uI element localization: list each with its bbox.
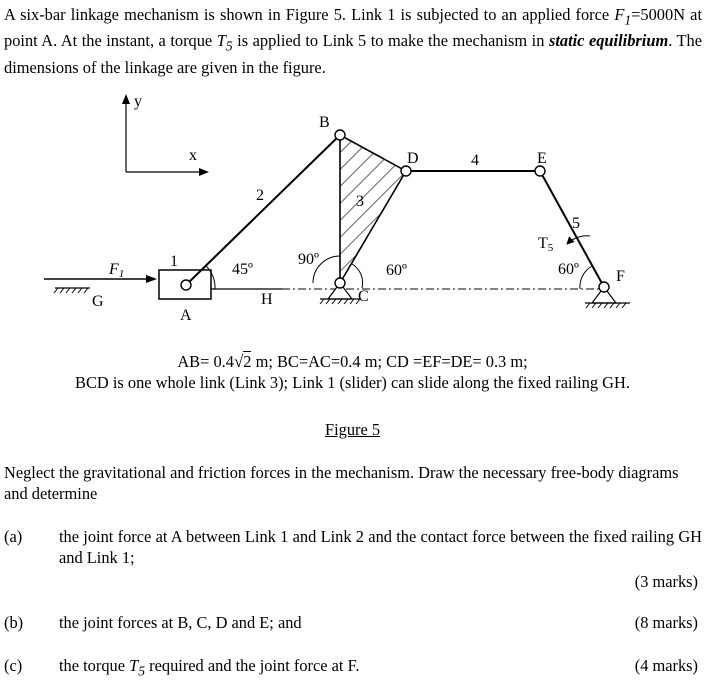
force-label: F1: [109, 261, 125, 280]
question-label: (a): [4, 527, 23, 546]
point-c-label: C: [358, 288, 369, 305]
link-3-label: 3: [356, 193, 364, 210]
question-marks: (3 marks): [634, 572, 698, 591]
axis-y-label: y: [134, 93, 142, 110]
question-text: the joint force at A between Link 1 and Link 2 and the contact force between the fixed railing GH and Link 1;: [59, 527, 702, 567]
question-text: the torque $T_5$ required and the joint force at F.: [59, 656, 360, 679]
angle-60-c-label: 60º: [386, 262, 407, 279]
question-label: (c): [4, 656, 23, 675]
point-a-label: A: [180, 307, 192, 324]
link-3-triangle: [340, 135, 406, 283]
point-h-label: H: [261, 291, 273, 308]
emphasis-static-equilibrium: static equilibrium: [548, 31, 669, 51]
intro-text: A six-bar linkage mechanism is shown in Figure 5. Link 1 is subjected to an applied force: [4, 5, 615, 24]
question-a: [4, 526, 702, 591]
point-d-label: D: [407, 150, 419, 167]
question-b: [4, 612, 702, 634]
intro-text: is applied to Link 5 to make the mechanism in: [232, 31, 549, 51]
point-g-label: G: [92, 293, 104, 310]
point-b-label: B: [319, 114, 330, 131]
instructions: Neglect the gravitational and friction forces in the mechanism. Draw the necessary free-body diagrams and determine: [4, 463, 679, 503]
intro-text: . The dimensions of the linkage are given in the figure.: [4, 31, 702, 77]
figure-caption: Figure 5: [324, 420, 381, 439]
dimensions-text: [0, 351, 705, 393]
axis-x-label: x: [189, 147, 197, 164]
joint-d: [401, 166, 411, 176]
coordinate-axes: [122, 93, 209, 176]
joint-b: [335, 130, 345, 140]
joint-f: [599, 282, 609, 292]
point-f-label: F: [616, 268, 625, 285]
angle-60-f-label: 60º: [558, 261, 579, 278]
question-c: [4, 655, 702, 677]
torque-label: T5: [538, 235, 554, 254]
question-marks: (4 marks): [634, 656, 698, 675]
joint-e: [535, 166, 545, 176]
link-4-label: 4: [471, 152, 479, 169]
force-symbol: F: [614, 5, 625, 24]
question-text: the joint forces at B, C, D and E; and: [59, 613, 302, 632]
rail-gh: [211, 289, 600, 308]
angle-45-label: 45º: [232, 261, 253, 278]
joint-c: [335, 278, 345, 288]
joint-a: [181, 280, 191, 290]
force-subscript: 1: [624, 12, 632, 28]
dimensions-line-1: AB= 0.4√2 m; BC=AC=0.4 m; CD =EF=DE= 0.3 m;: [177, 352, 528, 371]
force-f1-arrow: [44, 261, 157, 283]
problem-statement: [4, 4, 702, 78]
torque-subscript: 5: [225, 38, 233, 54]
link-5-label: 5: [572, 215, 580, 232]
intro-text: =5000N at point A. At the instant, a torque: [4, 5, 702, 51]
linkage-diagram: [0, 88, 705, 328]
ground-g: [54, 288, 104, 310]
question-label: (b): [4, 613, 24, 632]
angle-90-label: 90º: [298, 251, 319, 268]
point-e-label: E: [537, 150, 547, 167]
question-marks: (8 marks): [634, 613, 698, 632]
dimensions-line-2: BCD is one whole link (Link 3); Link 1 (slider) can slide along the fixed railing GH.: [75, 373, 630, 392]
link-1-label: 1: [170, 253, 178, 270]
torque-symbol: T: [216, 31, 226, 51]
link-2-label: 2: [256, 187, 264, 204]
